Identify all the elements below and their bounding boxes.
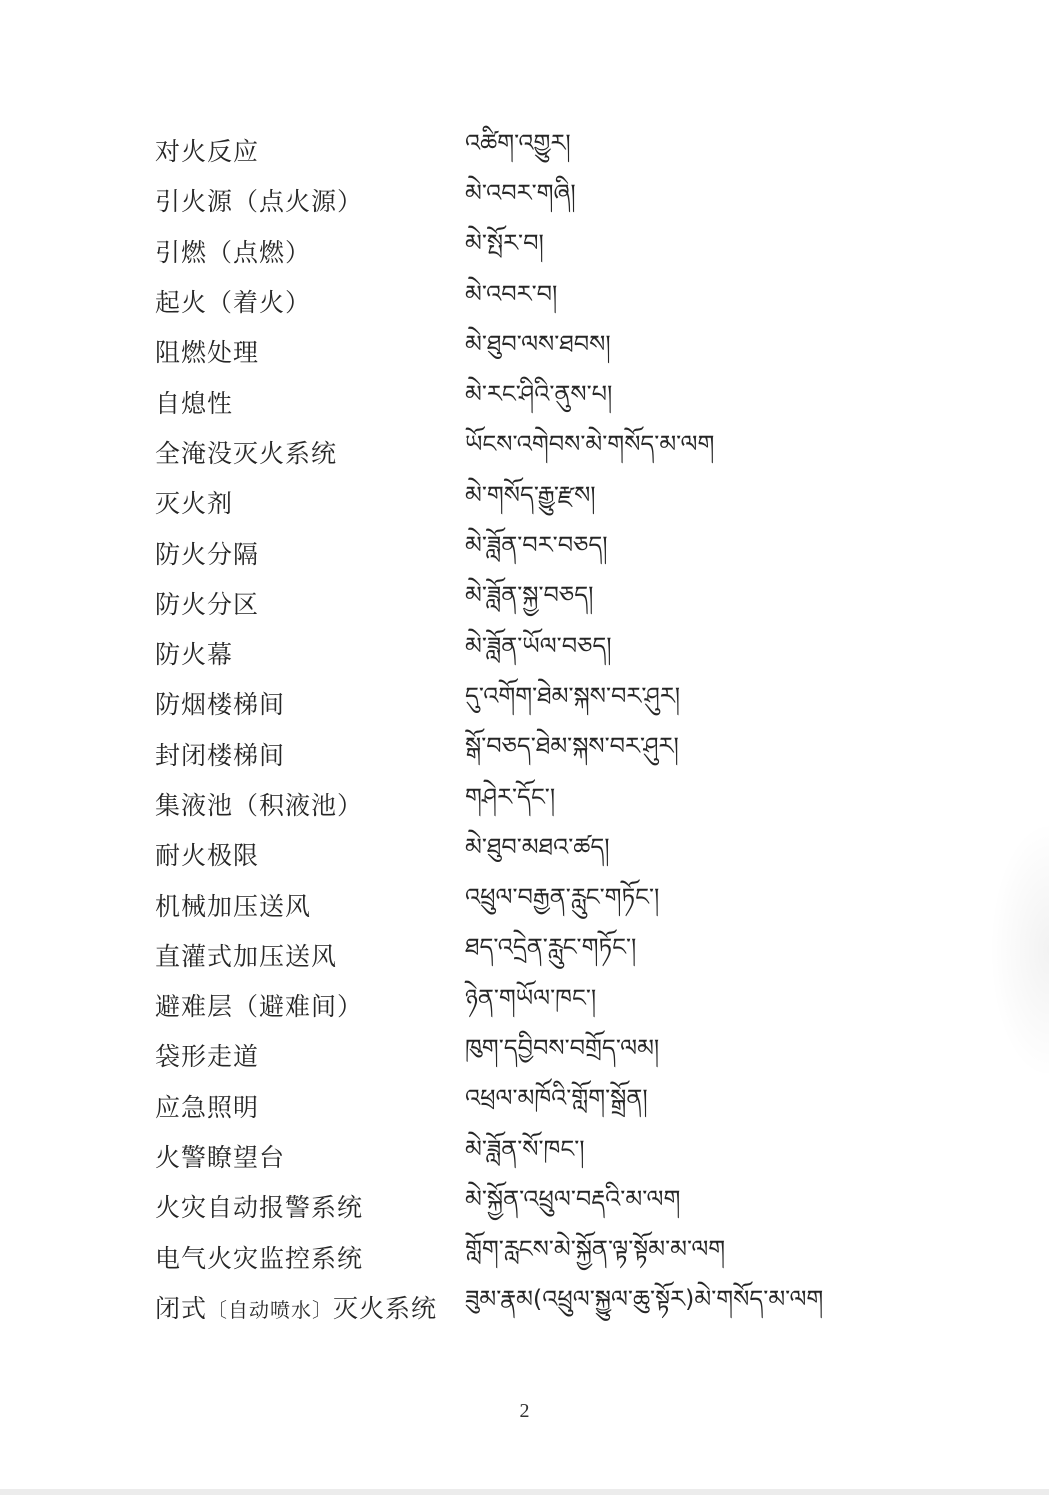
chinese-term: 全淹没灭火系统 [155,438,338,468]
tibetan-term: འཕྲུལ་བརྒྱན་རླུང་གཏོང་། [465,883,660,912]
chinese-term: 引火源（点火源） [155,187,364,217]
tibetan-term: ཁུག་དབྱིབས་བགྲོད་ལམ། [465,1034,660,1062]
tibetan-term: ཐད་འདྲེན་རླུང་གཏོང་། [465,933,637,962]
tibetan-term: མེ་ཐུབ་ལས་ཐབས། [465,329,611,358]
tibetan-term: གློག་རླངས་མེ་སྐྱོན་ལྟ་སྟོམ་མ་ལག [465,1235,726,1264]
chinese-term: 集液池（积液池） [155,791,364,820]
chinese-term: 避难层（避难间） [155,992,364,1022]
term-row [155,1282,975,1332]
chinese-term: 封闭楼梯间 [155,740,286,770]
chinese-term: 对火反应 [155,137,260,167]
tibetan-term: མེ་ཟློན་ཡོལ་བཅད། [465,631,612,660]
tibetan-term: མེ་སྤོར་བ། [465,229,544,258]
tibetan-term: མེ་ཟློན་སྐྱ་བཅད། [465,581,594,610]
tibetan-term: འཚིག་འགྱུར། [465,128,571,157]
chinese-term: 防火分隔 [155,539,260,569]
chinese-term: 防火幕 [155,640,234,670]
page-number: 2 [519,1400,530,1422]
chinese-term-tail: 灭火系统 [333,1293,438,1323]
tibetan-term: མེ་ཟློན་སོ་ཁང་། [465,1134,585,1163]
chinese-term: 袋形走道 [155,1042,260,1072]
term-row [155,729,975,779]
chinese-term: 防烟楼梯间 [155,690,286,720]
chinese-term: 引燃（点燃） [155,237,312,267]
chinese-term: 防火分区 [155,589,260,619]
chinese-term-note: 〔自动喷水〕 [207,1297,334,1322]
chinese-term: 火警瞭望台 [155,1143,286,1173]
page-bottom-edge [0,1489,1049,1495]
chinese-term: 自熄性 [155,388,234,418]
tibetan-term: མེ་ཐུབ་མཐའ་ཚད། [465,832,610,861]
tibetan-term: མེ་འབར་བ། [465,279,558,308]
tibetan-term: སྒོ་བཅད་ཐེམ་སྐས་བར་ཤུར། [465,732,679,761]
chinese-term: 电气火灾监控系统 [155,1243,364,1273]
term-list [155,125,975,1332]
chinese-term: 耐火极限 [155,841,260,871]
chinese-term: 灭火剂 [155,489,234,519]
chinese-term [155,1289,465,1325]
chinese-term: 阻燃处理 [155,338,260,368]
tibetan-term: ཟུམ་རྣམ(འཕྲུལ་སྐྱུལ་ཆུ་སྟོར)མེ་གསོད་མ་ལག [465,1285,824,1314]
term-row [155,175,975,225]
tibetan-term: མེ་འབར་གཞི། [465,178,576,207]
tibetan-term: མེ་སྐྱོན་འཕྲུལ་བརྡའི་མ་ལག [465,1184,681,1213]
chinese-term-main: 闭式 [155,1293,208,1323]
chinese-term: 起火（着火） [155,288,312,318]
chinese-term: 机械加压送风 [155,891,312,921]
tibetan-term: ཡོངས་འགེབས་མེ་གསོད་མ་ལག [465,430,715,459]
chinese-term: 火灾自动报警系统 [155,1193,364,1223]
tibetan-term: དུ་འགོག་ཐེམ་སྐས་བར་ཤུར། [465,681,681,710]
tibetan-term: ཉེན་གཡོལ་ཁང་། [465,983,597,1012]
tibetan-term: མེ་གསོད་རྒྱུ་རྫས། [465,480,596,509]
tibetan-term: མེ་རང་ཤིའི་ནུས་པ། [465,380,613,409]
tibetan-term: མེ་ཟློན་བར་བཅད། [465,531,608,560]
chinese-term: 直灌式加压送风 [155,941,338,971]
tibetan-term: འཕྲལ་མཁོའི་གློག་སྒྲོན། [465,1084,648,1113]
tibetan-term: གཤེར་དོང་། [465,782,556,811]
chinese-term: 应急照明 [155,1092,260,1122]
